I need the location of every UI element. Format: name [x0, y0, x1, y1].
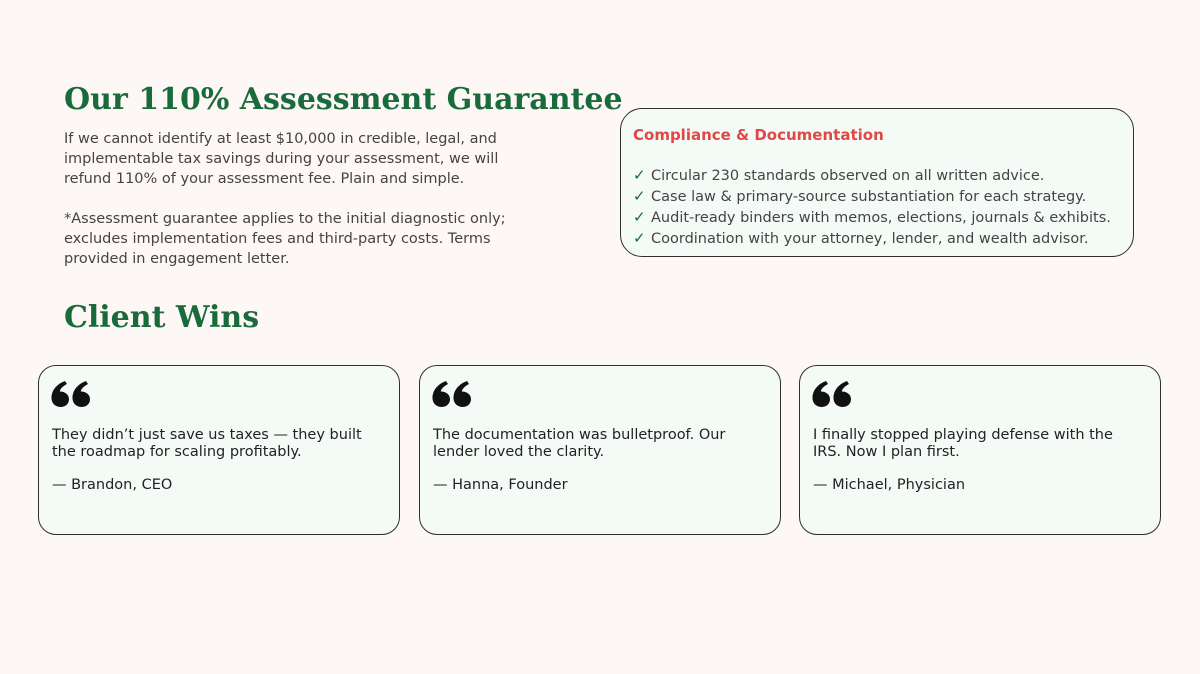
quote-icon: [812, 381, 852, 407]
check-icon: ✓: [633, 229, 646, 247]
testimonial-author: — Brandon, CEO: [52, 477, 173, 493]
testimonial-author: — Michael, Physician: [813, 477, 966, 493]
testimonial-quote: They didn’t just save us taxes — they built the roadmap for scaling profitably.: [52, 427, 362, 460]
quote-icon: [432, 381, 472, 407]
quote-icon: [51, 381, 91, 407]
check-icon: ✓: [633, 208, 646, 226]
testimonial-card: [38, 365, 400, 535]
testimonial-card: [419, 365, 781, 535]
testimonial-quote: The documentation was bulletproof. Our lender loved the clarity.: [433, 427, 726, 460]
compliance-card: [620, 108, 1134, 257]
check-icon: ✓: [633, 166, 646, 184]
compliance-item: [633, 228, 1111, 249]
guarantee-title: Our 110% Assessment Guarantee: [64, 82, 623, 117]
compliance-item: [633, 186, 1111, 207]
guarantee-description: If we cannot identify at least $10,000 in credible, legal, and implementable tax savings during your assessment, we will refund 110% of your assessment fee. Plain and simple.: [64, 131, 499, 187]
compliance-item-text: Audit-ready binders with memos, elections, journals & exhibits.: [651, 210, 1111, 226]
compliance-item: [633, 207, 1111, 228]
testimonial-author: — Hanna, Founder: [433, 477, 568, 493]
compliance-item-text: Coordination with your attorney, lender, and wealth advisor.: [651, 231, 1089, 247]
client-wins-title: Client Wins: [64, 300, 260, 335]
compliance-title: Compliance & Documentation: [633, 126, 884, 144]
compliance-item: [633, 165, 1111, 186]
compliance-item-text: Circular 230 standards observed on all written advice.: [651, 168, 1045, 184]
testimonial-card: [799, 365, 1161, 535]
guarantee-footnote: *Assessment guarantee applies to the initial diagnostic only; excludes implementation fees and third-party costs. Terms provided in engagement letter.: [64, 211, 506, 267]
check-icon: ✓: [633, 187, 646, 205]
compliance-item-text: Case law & primary-source substantiation for each strategy.: [651, 189, 1087, 205]
compliance-list: [633, 165, 1111, 249]
testimonial-quote: I finally stopped playing defense with the IRS. Now I plan first.: [813, 427, 1113, 460]
